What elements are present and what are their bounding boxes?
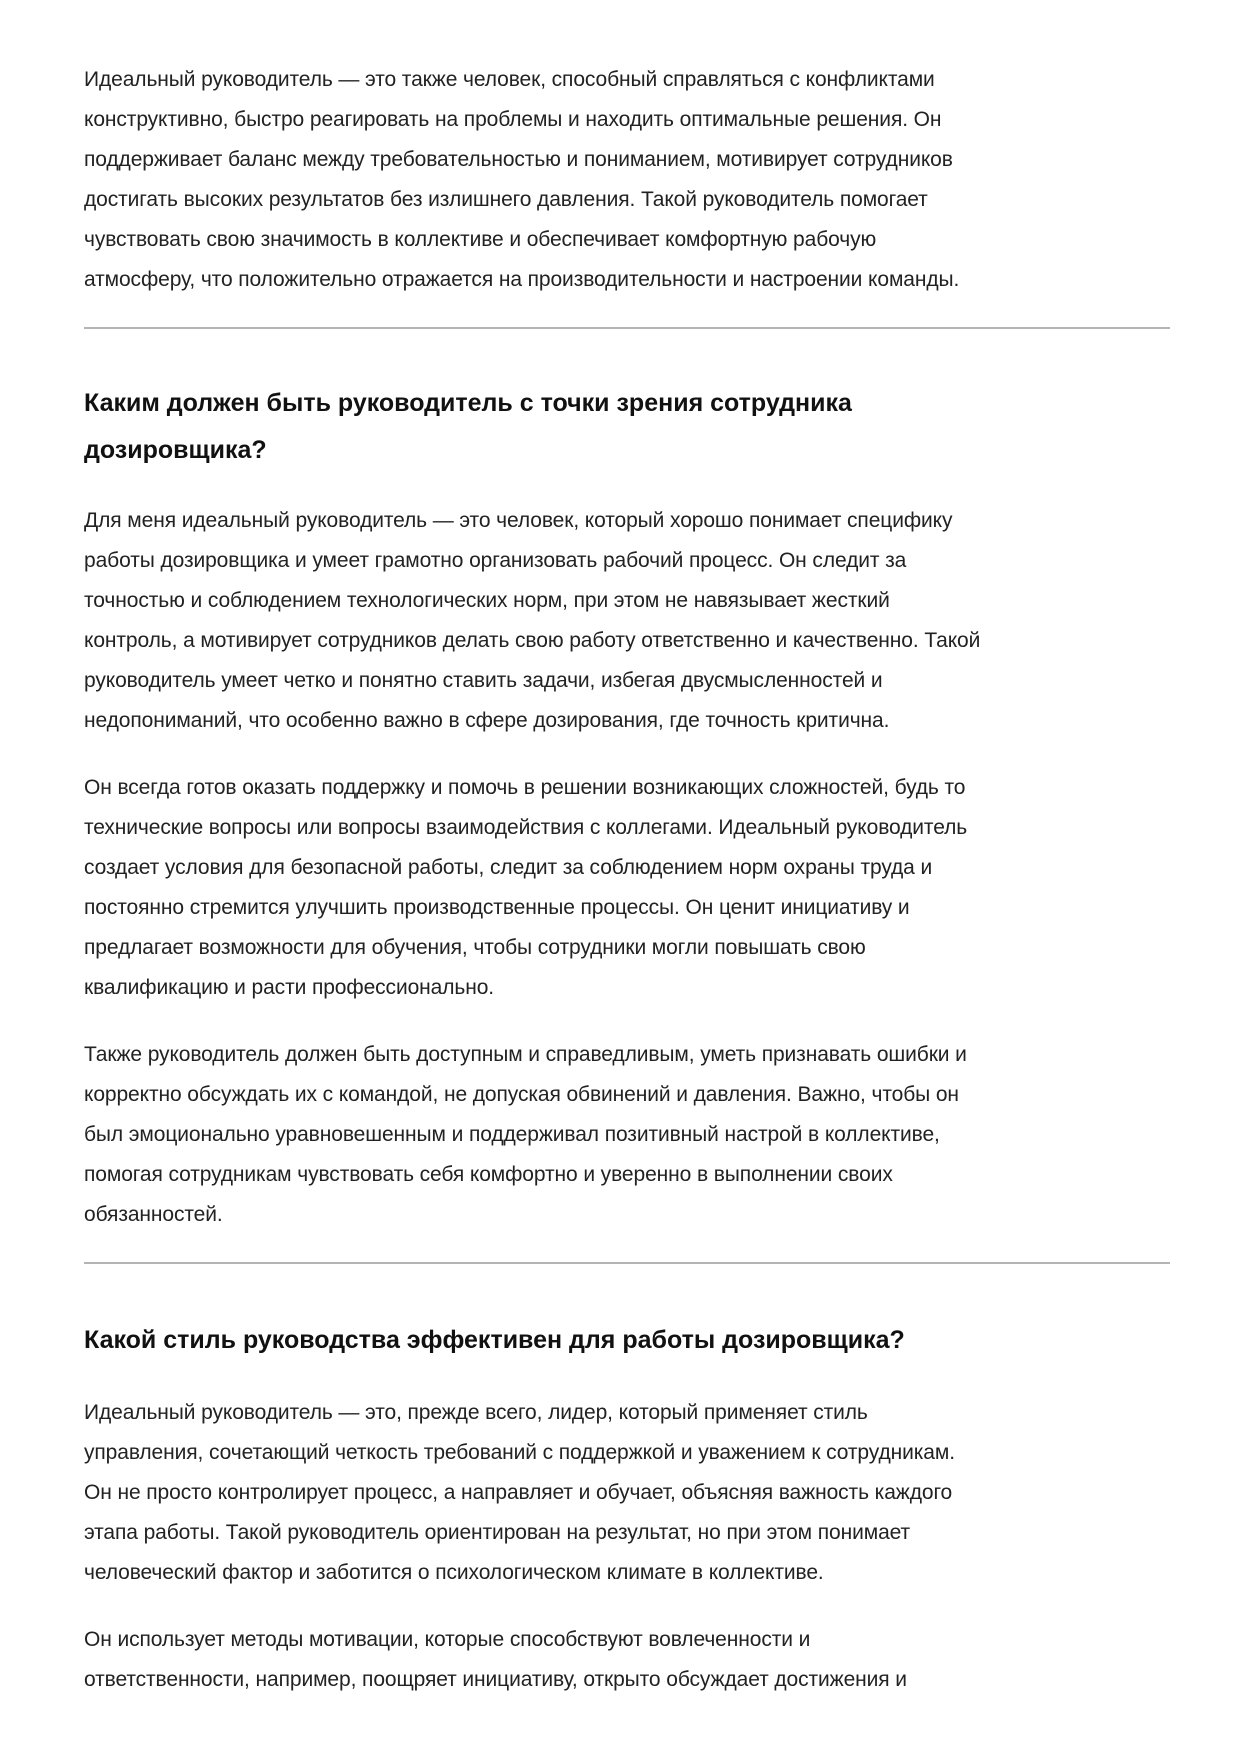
paragraph-line: был эмоционально уравновешенным и поддерживал позитивный настрой в коллективе, [84, 1123, 940, 1146]
paragraph-line: обязанностей. [84, 1203, 223, 1226]
paragraph-line: достигать высоких результатов без излишнего давления. Такой руководитель помогает [84, 188, 928, 211]
paragraph-line: создает условия для безопасной работы, следит за соблюдением норм охраны труда и [84, 856, 933, 879]
section-divider [84, 1262, 1170, 1264]
paragraph-line: помогая сотрудникам чувствовать себя комфортно и уверенно в выполнении своих [84, 1163, 893, 1186]
paragraph-line: корректно обсуждать их с командой, не допуская обвинений и давления. Важно, чтобы он [84, 1083, 959, 1106]
paragraph-line: конструктивно, быстро реагировать на проблемы и находить оптимальные решения. Он [84, 108, 942, 131]
heading-line: Каким должен быть руководитель с точки зрения сотрудника [84, 389, 852, 417]
paragraph-line: предлагает возможности для обучения, чтобы сотрудники могли повышать свою [84, 936, 866, 959]
paragraph [84, 768, 1170, 1008]
paragraph-line: руководитель умеет четко и понятно ставить задачи, избегая двусмысленностей и [84, 669, 883, 692]
paragraph-line: Он не просто контролирует процесс, а направляет и обучает, объясняя важность каждого [84, 1481, 953, 1504]
paragraph-line: работы дозировщика и умеет грамотно организовать рабочий процесс. Он следит за [84, 549, 907, 572]
paragraph-line: Идеальный руководитель — это также человек, способный справляться с конфликтами [84, 68, 935, 91]
section-heading [84, 1317, 1170, 1364]
paragraph-line: Идеальный руководитель — это, прежде всего, лидер, который применяет стиль [84, 1401, 868, 1424]
paragraph [84, 1620, 1170, 1700]
paragraph [84, 501, 1170, 741]
paragraph-line: Он использует методы мотивации, которые способствуют вовлеченности и [84, 1628, 811, 1651]
paragraph-line: точностью и соблюдением технологических норм, при этом не навязывает жесткий [84, 589, 890, 612]
heading-line: Какой стиль руководства эффективен для работы дозировщика? [84, 1326, 905, 1354]
paragraph [84, 1393, 1170, 1593]
paragraph-line: Также руководитель должен быть доступным и справедливым, уметь признавать ошибки и [84, 1043, 967, 1066]
paragraph [84, 1035, 1170, 1235]
paragraph-line: контроль, а мотивирует сотрудников делать свою работу ответственно и качественно. Такой [84, 629, 981, 652]
paragraph-line: человеческий фактор и заботится о психологическом климате в коллективе. [84, 1561, 824, 1584]
section-heading [84, 380, 1170, 474]
paragraph-line: управления, сочетающий четкость требований с поддержкой и уважением к сотрудникам. [84, 1441, 955, 1464]
paragraph [84, 60, 1170, 300]
paragraph-line: чувствовать свою значимость в коллективе и обеспечивает комфортную рабочую [84, 228, 877, 251]
paragraph-line: ответственности, например, поощряет инициативу, открыто обсуждает достижения и [84, 1668, 907, 1691]
paragraph-line: недопониманий, что особенно важно в сфере дозирования, где точность критична. [84, 709, 890, 732]
paragraph-line: Для меня идеальный руководитель — это человек, который хорошо понимает специфику [84, 509, 953, 532]
paragraph-line: технические вопросы или вопросы взаимодействия с коллегами. Идеальный руководитель [84, 816, 968, 839]
paragraph-line: поддерживает баланс между требовательностью и пониманием, мотивирует сотрудников [84, 148, 953, 171]
article-body [84, 60, 1170, 1727]
paragraph-line: этапа работы. Такой руководитель ориентирован на результат, но при этом понимает [84, 1521, 911, 1544]
paragraph-line: постоянно стремится улучшить производственные процессы. Он ценит инициативу и [84, 896, 910, 919]
paragraph-line: атмосферу, что положительно отражается на производительности и настроении команды. [84, 268, 960, 291]
paragraph-line: квалификацию и расти профессионально. [84, 976, 495, 999]
section-divider [84, 327, 1170, 329]
heading-line: дозировщика? [84, 436, 267, 464]
paragraph-line: Он всегда готов оказать поддержку и помочь в решении возникающих сложностей, будь то [84, 776, 966, 799]
